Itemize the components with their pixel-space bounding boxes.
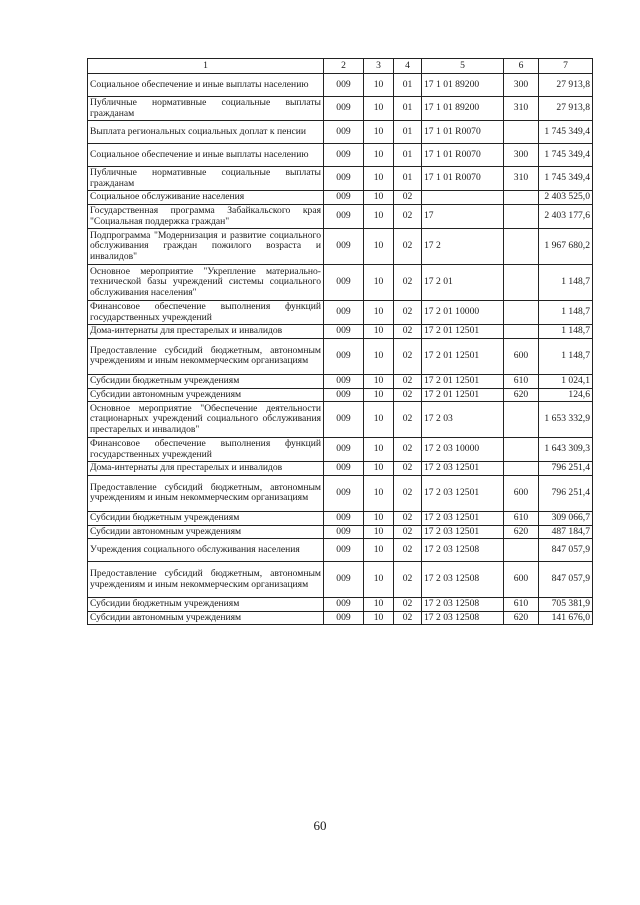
cell-amount: 1 745 349,4 [539, 167, 593, 191]
cell-amount: 309 066,7 [539, 511, 593, 525]
header-col-6: 6 [504, 59, 539, 74]
cell-amount: 27 913,8 [539, 97, 593, 121]
table-row [88, 301, 593, 325]
cell-amount: 1 653 332,9 [539, 402, 593, 438]
header-col-3: 3 [364, 59, 394, 74]
table-row [88, 204, 593, 228]
table-row [88, 475, 593, 511]
table-row [88, 167, 593, 191]
cell-section: 10 [364, 204, 394, 228]
cell-ministry-code: 009 [324, 611, 364, 625]
cell-name: Предоставление субсидий бюджетным, автономным учреждениям и иным некоммерческим организациям [88, 338, 324, 374]
cell-section: 10 [364, 438, 394, 462]
cell-target-article: 17 2 03 12508 [422, 611, 504, 625]
cell-section: 10 [364, 462, 394, 476]
cell-subsection: 02 [394, 525, 422, 539]
cell-subsection: 02 [394, 374, 422, 388]
table-row [88, 229, 593, 265]
cell-section: 10 [364, 562, 394, 598]
cell-expense-type: 610 [504, 511, 539, 525]
cell-amount: 2 403 525,0 [539, 191, 593, 205]
cell-name: Дома-интернаты для престарелых и инвалидов [88, 462, 324, 476]
cell-amount: 847 057,9 [539, 562, 593, 598]
cell-target-article: 17 2 01 12501 [422, 374, 504, 388]
cell-amount: 1 148,7 [539, 301, 593, 325]
header-col-2: 2 [324, 59, 364, 74]
cell-amount: 1 643 309,3 [539, 438, 593, 462]
cell-name: Государственная программа Забайкальского края "Социальная поддержка граждан" [88, 204, 324, 228]
table-row [88, 462, 593, 476]
table-body [88, 74, 593, 625]
table-row [88, 562, 593, 598]
cell-section: 10 [364, 539, 394, 562]
cell-subsection: 01 [394, 121, 422, 144]
cell-name: Социальное обеспечение и иные выплаты населению [88, 144, 324, 167]
cell-expense-type: 600 [504, 562, 539, 598]
table-row [88, 438, 593, 462]
cell-ministry-code: 009 [324, 462, 364, 476]
cell-name: Субсидии автономным учреждениям [88, 525, 324, 539]
cell-expense-type: 610 [504, 598, 539, 612]
cell-section: 10 [364, 525, 394, 539]
cell-subsection: 01 [394, 144, 422, 167]
cell-ministry-code: 009 [324, 74, 364, 97]
cell-ministry-code: 009 [324, 338, 364, 374]
table-row [88, 611, 593, 625]
cell-target-article: 17 2 01 12501 [422, 338, 504, 374]
cell-target-article: 17 2 01 12501 [422, 388, 504, 402]
cell-section: 10 [364, 97, 394, 121]
cell-target-article: 17 2 03 10000 [422, 438, 504, 462]
cell-section: 10 [364, 511, 394, 525]
cell-ministry-code: 009 [324, 97, 364, 121]
cell-name: Учреждения социального обслуживания населения [88, 539, 324, 562]
table-row [88, 97, 593, 121]
cell-expense-type: 310 [504, 167, 539, 191]
cell-name: Финансовое обеспечение выполнения функций государственных учреждений [88, 301, 324, 325]
cell-expense-type [504, 325, 539, 339]
cell-target-article: 17 1 01 89200 [422, 97, 504, 121]
budget-table [87, 58, 593, 625]
cell-section: 10 [364, 611, 394, 625]
cell-ministry-code: 009 [324, 265, 364, 301]
cell-expense-type [504, 265, 539, 301]
cell-amount: 2 403 177,6 [539, 204, 593, 228]
cell-target-article [422, 191, 504, 205]
cell-expense-type: 610 [504, 374, 539, 388]
cell-section: 10 [364, 191, 394, 205]
table-row [88, 338, 593, 374]
cell-target-article: 17 1 01 89200 [422, 74, 504, 97]
cell-amount: 124,6 [539, 388, 593, 402]
table-row [88, 598, 593, 612]
cell-target-article: 17 1 01 R0070 [422, 144, 504, 167]
cell-amount: 1 148,7 [539, 325, 593, 339]
table-row [88, 402, 593, 438]
cell-target-article: 17 2 01 10000 [422, 301, 504, 325]
table-row [88, 74, 593, 97]
cell-amount: 141 676,0 [539, 611, 593, 625]
cell-expense-type: 300 [504, 144, 539, 167]
cell-expense-type [504, 402, 539, 438]
cell-section: 10 [364, 598, 394, 612]
cell-amount: 705 381,9 [539, 598, 593, 612]
cell-target-article: 17 2 03 12501 [422, 462, 504, 476]
cell-expense-type: 300 [504, 74, 539, 97]
cell-amount: 1 967 680,2 [539, 229, 593, 265]
cell-subsection: 02 [394, 204, 422, 228]
cell-expense-type [504, 539, 539, 562]
cell-ministry-code: 009 [324, 325, 364, 339]
cell-subsection: 02 [394, 338, 422, 374]
table-row [88, 325, 593, 339]
cell-expense-type: 600 [504, 338, 539, 374]
cell-name: Публичные нормативные социальные выплаты гражданам [88, 167, 324, 191]
cell-name: Финансовое обеспечение выполнения функций государственных учреждений [88, 438, 324, 462]
table-row [88, 511, 593, 525]
cell-name: Социальное обслуживание населения [88, 191, 324, 205]
cell-section: 10 [364, 475, 394, 511]
cell-expense-type [504, 438, 539, 462]
cell-target-article: 17 2 03 12501 [422, 475, 504, 511]
cell-target-article: 17 2 01 12501 [422, 325, 504, 339]
cell-ministry-code: 009 [324, 475, 364, 511]
cell-expense-type: 620 [504, 611, 539, 625]
cell-expense-type [504, 191, 539, 205]
cell-target-article: 17 2 03 12508 [422, 562, 504, 598]
cell-expense-type: 600 [504, 475, 539, 511]
cell-name: Выплата региональных социальных доплат к пенсии [88, 121, 324, 144]
cell-subsection: 02 [394, 229, 422, 265]
cell-section: 10 [364, 301, 394, 325]
cell-name: Субсидии бюджетным учреждениям [88, 511, 324, 525]
cell-target-article: 17 [422, 204, 504, 228]
cell-ministry-code: 009 [324, 562, 364, 598]
cell-subsection: 02 [394, 562, 422, 598]
cell-subsection: 02 [394, 539, 422, 562]
cell-name: Субсидии автономным учреждениям [88, 611, 324, 625]
cell-ministry-code: 009 [324, 229, 364, 265]
cell-section: 10 [364, 374, 394, 388]
cell-section: 10 [364, 388, 394, 402]
cell-expense-type [504, 204, 539, 228]
cell-subsection: 01 [394, 167, 422, 191]
table-row [88, 121, 593, 144]
cell-subsection: 02 [394, 191, 422, 205]
cell-target-article: 17 2 03 12508 [422, 539, 504, 562]
cell-target-article: 17 1 01 R0070 [422, 121, 504, 144]
cell-name: Субсидии бюджетным учреждениям [88, 598, 324, 612]
header-col-5: 5 [422, 59, 504, 74]
cell-target-article: 17 2 03 12501 [422, 511, 504, 525]
cell-amount: 27 913,8 [539, 74, 593, 97]
header-col-7: 7 [539, 59, 593, 74]
cell-name: Субсидии бюджетным учреждениям [88, 374, 324, 388]
table-header-row [88, 59, 593, 74]
cell-amount: 1 148,7 [539, 265, 593, 301]
cell-subsection: 02 [394, 402, 422, 438]
cell-ministry-code: 009 [324, 525, 364, 539]
cell-target-article: 17 2 03 12508 [422, 598, 504, 612]
cell-target-article: 17 2 01 [422, 265, 504, 301]
page-number: 60 [313, 818, 327, 833]
cell-target-article: 17 2 [422, 229, 504, 265]
cell-amount: 1 745 349,4 [539, 144, 593, 167]
cell-ministry-code: 009 [324, 438, 364, 462]
cell-subsection: 02 [394, 301, 422, 325]
table-row [88, 144, 593, 167]
cell-amount: 1 024,1 [539, 374, 593, 388]
cell-ministry-code: 009 [324, 121, 364, 144]
cell-section: 10 [364, 338, 394, 374]
cell-subsection: 02 [394, 598, 422, 612]
cell-name: Дома-интернаты для престарелых и инвалидов [88, 325, 324, 339]
cell-subsection: 02 [394, 265, 422, 301]
cell-ministry-code: 009 [324, 374, 364, 388]
cell-ministry-code: 009 [324, 144, 364, 167]
cell-subsection: 02 [394, 388, 422, 402]
cell-subsection: 02 [394, 438, 422, 462]
cell-expense-type [504, 229, 539, 265]
cell-section: 10 [364, 325, 394, 339]
cell-section: 10 [364, 229, 394, 265]
cell-expense-type [504, 121, 539, 144]
cell-ministry-code: 009 [324, 402, 364, 438]
cell-target-article: 17 2 03 12501 [422, 525, 504, 539]
cell-section: 10 [364, 74, 394, 97]
cell-name: Основное мероприятие "Укрепление материально-технической базы учреждений системы социального обслуживания населения" [88, 265, 324, 301]
cell-amount: 1 148,7 [539, 338, 593, 374]
cell-ministry-code: 009 [324, 598, 364, 612]
cell-subsection: 02 [394, 611, 422, 625]
cell-target-article: 17 2 03 [422, 402, 504, 438]
header-col-1: 1 [88, 59, 324, 74]
cell-ministry-code: 009 [324, 204, 364, 228]
cell-expense-type [504, 462, 539, 476]
cell-expense-type [504, 301, 539, 325]
header-col-4: 4 [394, 59, 422, 74]
cell-section: 10 [364, 402, 394, 438]
cell-ministry-code: 009 [324, 511, 364, 525]
cell-name: Подпрограмма "Модернизация и развитие социального обслуживания граждан пожилого возраста и инвалидов" [88, 229, 324, 265]
table-row [88, 539, 593, 562]
cell-expense-type: 620 [504, 525, 539, 539]
cell-subsection: 02 [394, 325, 422, 339]
cell-amount: 796 251,4 [539, 475, 593, 511]
cell-name: Предоставление субсидий бюджетным, автономным учреждениям и иным некоммерческим организациям [88, 475, 324, 511]
cell-ministry-code: 009 [324, 539, 364, 562]
cell-ministry-code: 009 [324, 167, 364, 191]
table-row [88, 265, 593, 301]
cell-subsection: 02 [394, 462, 422, 476]
cell-name: Субсидии автономным учреждениям [88, 388, 324, 402]
cell-amount: 487 184,7 [539, 525, 593, 539]
cell-ministry-code: 009 [324, 191, 364, 205]
cell-name: Основное мероприятие "Обеспечение деятельности стационарных учреждений социального обслуживания престарелых и инвалидов" [88, 402, 324, 438]
cell-ministry-code: 009 [324, 301, 364, 325]
table-row [88, 388, 593, 402]
cell-ministry-code: 009 [324, 388, 364, 402]
cell-subsection: 02 [394, 511, 422, 525]
cell-subsection: 01 [394, 74, 422, 97]
cell-amount: 796 251,4 [539, 462, 593, 476]
cell-subsection: 02 [394, 475, 422, 511]
table-row [88, 374, 593, 388]
cell-section: 10 [364, 265, 394, 301]
cell-subsection: 01 [394, 97, 422, 121]
cell-section: 10 [364, 144, 394, 167]
cell-amount: 1 745 349,4 [539, 121, 593, 144]
cell-amount: 847 057,9 [539, 539, 593, 562]
cell-target-article: 17 1 01 R0070 [422, 167, 504, 191]
cell-name: Предоставление субсидий бюджетным, автономным учреждениям и иным некоммерческим организациям [88, 562, 324, 598]
table-row [88, 525, 593, 539]
cell-name: Публичные нормативные социальные выплаты гражданам [88, 97, 324, 121]
cell-expense-type: 310 [504, 97, 539, 121]
cell-section: 10 [364, 121, 394, 144]
table-row [88, 191, 593, 205]
cell-name: Социальное обеспечение и иные выплаты населению [88, 74, 324, 97]
cell-expense-type: 620 [504, 388, 539, 402]
cell-section: 10 [364, 167, 394, 191]
